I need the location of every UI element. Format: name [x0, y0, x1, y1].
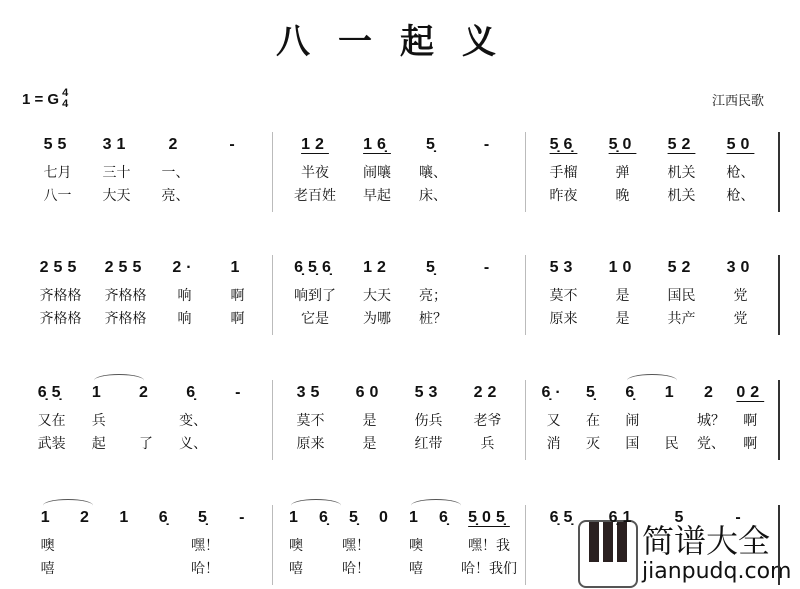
- song-title: 八一起义: [276, 22, 524, 62]
- notes: 52: [667, 259, 696, 276]
- notes: 52: [667, 136, 696, 153]
- lyric-verse-1: 响到了: [294, 288, 336, 304]
- watermark-en: jianpudq.com: [642, 558, 792, 584]
- slur: [94, 374, 144, 387]
- notes: 31: [102, 136, 131, 153]
- notes: 1: [664, 384, 679, 401]
- lyric-verse-2: 昨夜: [549, 188, 578, 204]
- lyric-verse-2: 原来: [296, 436, 325, 452]
- notes: 6̣5̣: [37, 384, 66, 401]
- note-group: [657, 380, 687, 460]
- lyric-verse-1: 是: [362, 413, 377, 429]
- lyric-verse-1: 城？: [696, 413, 725, 429]
- lyric-verse-1: 莫不: [549, 288, 578, 304]
- note-group: [296, 380, 326, 460]
- lyric-verse-2: 了: [138, 436, 153, 452]
- lyric-verse-1: 在: [585, 413, 600, 429]
- lyric-verse-1: 半夜: [301, 165, 329, 181]
- notes: 2: [168, 136, 183, 153]
- lyric-verse-1: 变、: [179, 413, 208, 429]
- note-group: [178, 380, 208, 460]
- notes: 12: [301, 136, 329, 153]
- measure: [20, 505, 273, 585]
- lyric-verse-2: 老百姓: [294, 188, 336, 204]
- notes: 1: [289, 509, 303, 526]
- lyric-verse-1: 国民: [667, 288, 696, 304]
- lyric-verse-1: 枪、: [726, 165, 755, 181]
- lyric-verse-1: 嘿！: [342, 538, 370, 554]
- notes: 30: [726, 259, 755, 276]
- measure: [273, 132, 526, 212]
- lyric-verse-1: 又: [546, 413, 561, 429]
- note-group: [608, 255, 638, 335]
- lyric-verse-1: 啊: [230, 288, 245, 304]
- lyric-verse-2: 响: [177, 311, 192, 327]
- lyric-verse-2: 党、: [696, 436, 725, 452]
- notes: 6̣: [158, 509, 173, 526]
- lyric-verse-1: 三十: [102, 165, 131, 181]
- note-group: [151, 505, 181, 585]
- lyric-verse-1: 一、: [161, 165, 190, 181]
- notes: 5̣: [426, 259, 440, 276]
- note-group: [726, 255, 756, 335]
- note-group: [418, 132, 448, 212]
- lyric-verse-1: 闹嚷: [363, 165, 391, 181]
- notes: 2: [704, 384, 718, 401]
- notes: -: [239, 509, 250, 526]
- lyric-verse-2: 义、: [179, 436, 208, 452]
- note-group: [362, 255, 392, 335]
- lyric-verse-1: 噢: [40, 538, 55, 554]
- note-group: [608, 132, 638, 212]
- notes: 5̣: [349, 509, 363, 526]
- notes: 53: [414, 384, 443, 401]
- lyric-verse-1: 老爷: [473, 413, 502, 429]
- lyric-verse-1: 嘿！: [190, 538, 219, 554]
- notes: 255: [39, 259, 82, 276]
- measure: [526, 132, 780, 212]
- lyric-verse-2: 为哪: [363, 311, 391, 327]
- lyric-verse-2: 齐格格: [104, 311, 147, 327]
- note-group: [578, 380, 608, 460]
- notes: 6̣5̣: [549, 509, 578, 526]
- notes: 2·: [172, 259, 197, 276]
- notes: 60: [355, 384, 384, 401]
- notes: 53: [549, 259, 578, 276]
- note-group: [473, 380, 503, 460]
- lyric-verse-2: 哈！: [190, 561, 219, 577]
- lyric-verse-1: 啊: [743, 413, 758, 429]
- note-group: [667, 132, 697, 212]
- notes: 10: [608, 259, 637, 276]
- notes: -: [235, 384, 246, 401]
- notes: 6̣: [625, 384, 640, 401]
- note-group: [549, 255, 579, 335]
- lyric-verse-2: 啊: [743, 436, 758, 452]
- note-group: [229, 505, 259, 585]
- lyric-verse-1: 七月: [43, 165, 72, 181]
- lyric-verse-1: 弹: [615, 165, 630, 181]
- watermark-logo: [578, 518, 800, 589]
- notes: 6̣5̣6̣: [294, 259, 336, 276]
- lyric-verse-2: 是: [615, 311, 630, 327]
- note-group: [33, 505, 63, 585]
- notes: 35: [296, 384, 325, 401]
- note-group: [220, 132, 250, 212]
- note-group: [362, 132, 392, 212]
- lyric-verse-1: 大天: [363, 288, 391, 304]
- lyric-verse-2: 齐格格: [39, 311, 82, 327]
- lyric-verse-2: 嘻: [40, 561, 55, 577]
- notes: 1: [40, 509, 55, 526]
- lyric-verse-2: 枪、: [726, 188, 755, 204]
- measure: [526, 380, 780, 460]
- note-group: [549, 505, 579, 585]
- measure: [273, 505, 526, 585]
- watermark-cn: 简谱大全: [642, 521, 771, 560]
- notes: 2: [139, 384, 153, 401]
- notes: 22: [473, 384, 502, 401]
- slur: [627, 374, 677, 387]
- lyric-verse-2: 嘻: [289, 561, 303, 577]
- slur: [43, 499, 93, 512]
- note-group: [170, 255, 200, 335]
- note-group: [190, 505, 220, 585]
- notes: -: [483, 259, 495, 276]
- note-group: [72, 505, 102, 585]
- notes: 1: [119, 509, 134, 526]
- lyric-verse-2: 床、: [419, 188, 447, 204]
- notes: 5̣: [586, 384, 600, 401]
- notes: 02: [736, 384, 765, 401]
- lyric-verse-1: 噢: [409, 538, 423, 554]
- notes: 1: [230, 259, 245, 276]
- lyric-verse-2: 起: [91, 436, 106, 452]
- note-group: [667, 255, 697, 335]
- note-group: [431, 505, 461, 585]
- lyric-verse-1: 伤兵: [414, 413, 443, 429]
- note-group: [37, 380, 67, 460]
- lyric-verse-2: 原来: [549, 311, 578, 327]
- lyric-verse-1: 兵: [91, 413, 106, 429]
- notes: 5̣: [426, 136, 440, 153]
- measure: [526, 255, 780, 335]
- note-group: [40, 255, 82, 335]
- note-group: [539, 380, 569, 460]
- notes: 16̣: [363, 136, 391, 153]
- notes: 6̣1: [608, 509, 637, 526]
- note-group: [281, 505, 311, 585]
- notes: 12: [363, 259, 391, 276]
- note-group: [418, 255, 448, 335]
- notes: 2: [80, 509, 94, 526]
- lyric-verse-1: 嘿！我: [468, 538, 510, 554]
- notes: 5: [674, 509, 689, 526]
- lyric-verse-1: 党: [733, 288, 748, 304]
- note-group: [696, 380, 726, 460]
- note-group: [474, 255, 504, 335]
- lyric-verse-2: 嘻: [409, 561, 423, 577]
- lyric-verse-2: 党: [733, 311, 748, 327]
- notes: 5̣05̣: [468, 509, 510, 526]
- lyric-verse-1: 响: [177, 288, 192, 304]
- notes: -: [483, 136, 495, 153]
- lyric-verse-2: 大天: [102, 188, 131, 204]
- lyric-verse-2: 早起: [363, 188, 391, 204]
- lyric-verse-2: 机关: [667, 188, 696, 204]
- key-signature: [22, 88, 68, 110]
- notes: 5̣6̣: [549, 136, 578, 153]
- notes: 6̣: [439, 509, 453, 526]
- lyric-verse-1: 又在: [37, 413, 66, 429]
- notes: 6̣: [186, 384, 201, 401]
- lyric-verse-1: 莫不: [296, 413, 325, 429]
- measure: [20, 255, 273, 335]
- lyric-verse-2: 它是: [301, 311, 329, 327]
- note-group: [726, 132, 756, 212]
- lyric-verse-1: 亮；: [419, 288, 447, 304]
- lyric-verse-2: 消: [546, 436, 561, 452]
- lyric-verse-1: 齐格格: [39, 288, 82, 304]
- time-top: 4: [62, 87, 69, 99]
- note-group: [294, 255, 336, 335]
- note-group: [474, 132, 504, 212]
- note-group: [401, 505, 431, 585]
- lyric-verse-2: 红带: [414, 436, 443, 452]
- notes: 55: [43, 136, 72, 153]
- measure: [273, 380, 526, 460]
- score-line: [20, 255, 780, 335]
- score-line: [20, 380, 780, 460]
- notes: 0: [379, 509, 393, 526]
- note-group: [102, 132, 132, 212]
- lyric-verse-2: 是: [362, 436, 377, 452]
- note-group: [84, 380, 114, 460]
- note-group: [311, 505, 341, 585]
- score-line: [20, 132, 780, 212]
- note-group: [355, 380, 385, 460]
- note-group: [549, 132, 579, 212]
- notes: 1: [91, 384, 106, 401]
- notes: 5̣0: [608, 136, 637, 153]
- measure: [273, 255, 526, 335]
- slur: [411, 499, 461, 512]
- notes: 5̣: [198, 509, 212, 526]
- lyric-verse-2: 民: [664, 436, 679, 452]
- lyric-verse-1: 是: [615, 288, 630, 304]
- note-group: [225, 380, 255, 460]
- note-group: [43, 132, 73, 212]
- notes: 255: [104, 259, 147, 276]
- lyric-verse-1: 手榴: [549, 165, 578, 181]
- piano-keys-icon: [578, 520, 638, 588]
- lyric-verse-2: 桩？: [419, 311, 447, 327]
- notes: -: [735, 509, 746, 526]
- lyric-verse-1: 齐格格: [104, 288, 147, 304]
- note-group: [161, 132, 191, 212]
- lyric-verse-1: 机关: [667, 165, 696, 181]
- time-bottom: 4: [62, 98, 69, 110]
- lyric-verse-2: 哈！: [342, 561, 370, 577]
- note-group: [371, 505, 401, 585]
- lyric-verse-2: 八一: [43, 188, 72, 204]
- note-group: [223, 255, 253, 335]
- lyric-verse-2: 啊: [230, 311, 245, 327]
- song-origin: 江西民歌: [711, 94, 764, 109]
- lyric-verse-2: 亮、: [161, 188, 190, 204]
- lyric-verse-2: 晚: [615, 188, 630, 204]
- note-group: [735, 380, 765, 460]
- note-group: [461, 505, 517, 585]
- note-group: [617, 380, 647, 460]
- notes: 6̣·: [541, 384, 566, 401]
- lyric-verse-2: 哈！我们: [461, 561, 517, 577]
- measure: [20, 380, 273, 460]
- notes: 6̣: [319, 509, 333, 526]
- key-label: 1 = G: [22, 90, 60, 108]
- lyric-verse-2: 武装: [37, 436, 66, 452]
- note-group: [294, 132, 336, 212]
- lyric-verse-2: 国: [625, 436, 640, 452]
- note-group: [131, 380, 161, 460]
- lyric-verse-1: 噢: [289, 538, 303, 554]
- lyric-verse-2: 兵: [480, 436, 495, 452]
- note-group: [414, 380, 444, 460]
- note-group: [341, 505, 371, 585]
- lyric-verse-1: 嚷、: [419, 165, 447, 181]
- time-signature: [62, 88, 68, 110]
- note-group: [111, 505, 141, 585]
- notes: 1: [409, 509, 423, 526]
- slur: [291, 499, 341, 512]
- notes: -: [229, 136, 240, 153]
- lyric-verse-2: 共产: [667, 311, 696, 327]
- notes: 50: [726, 136, 755, 153]
- lyric-verse-2: 灭: [585, 436, 600, 452]
- measure: [20, 132, 273, 212]
- note-group: [105, 255, 147, 335]
- lyric-verse-1: 闹: [625, 413, 640, 429]
